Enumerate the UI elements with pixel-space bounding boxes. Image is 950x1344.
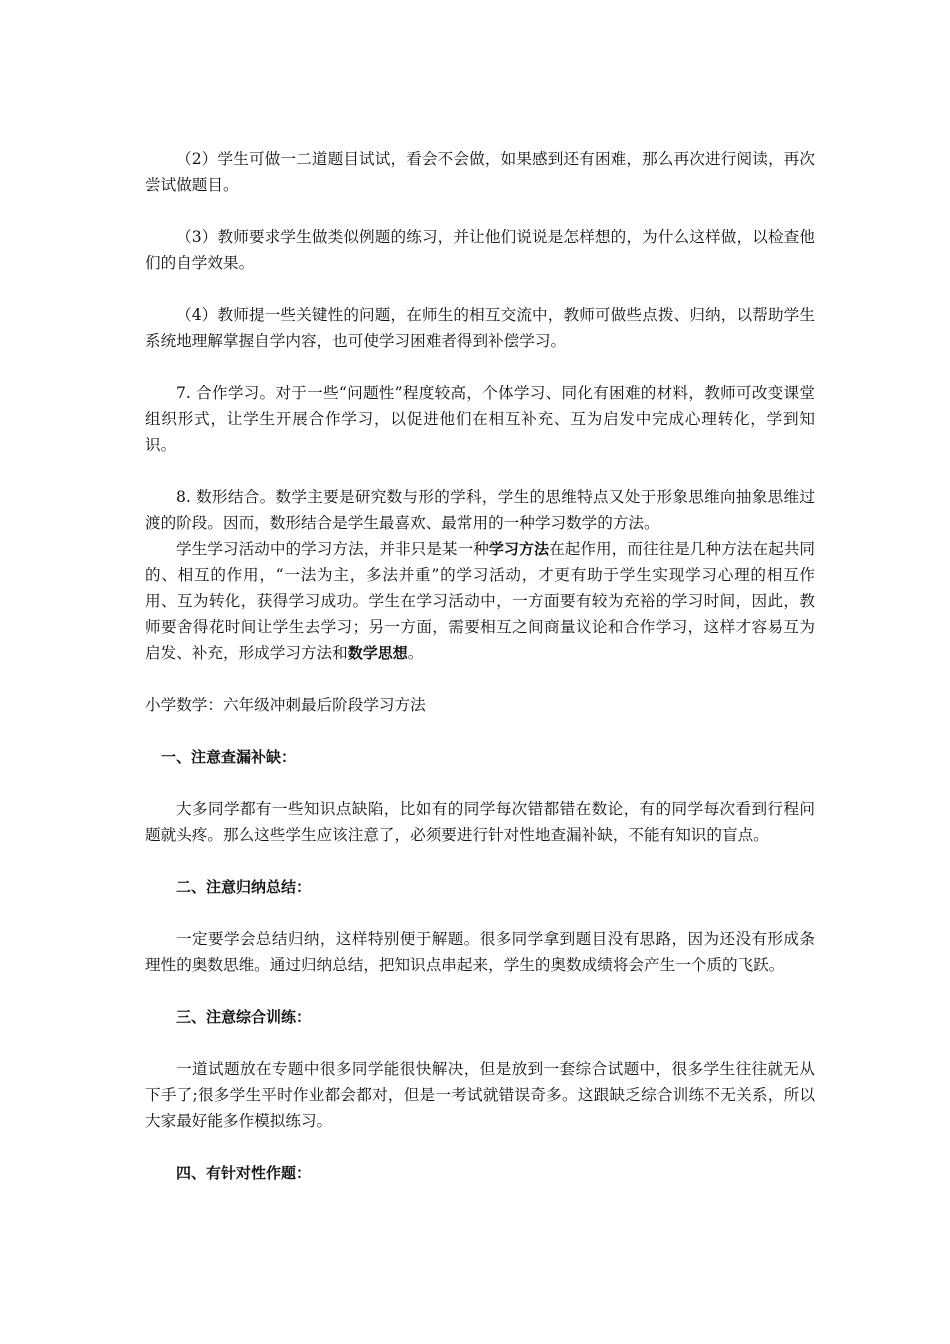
paragraph-summary <box>145 536 815 666</box>
paragraph-summarize: 一定要学会总结归纳，这样特别便于解题。很多同学拿到题目没有思路，因为还没有形成条理性的奥数思维。通过归纳总结，把知识点串起来，学生的奥数成绩将会产生一个质的飞跃。 <box>145 930 815 974</box>
summary-text-a: 学生学习活动中的学习方法，并非只是某一种 <box>176 540 489 558</box>
paragraph-comprehensive-training: 一道试题放在专题中很多同学能很快解决，但是放到一套综合试题中，很多学生往往就无从下手了;很多学生平时作业都会都对，但是一考试就错误奇多。这跟缺乏综合训练不无关系，所以大家最好能多作模拟练习。 <box>145 1060 815 1130</box>
heading-check-gaps: 一、注意查漏补缺： <box>161 748 297 766</box>
summary-text-b: 在起作用，而往往是几种方法在起共同的、相互的作用，“一法为主，多法并重”的学习活动，才更有助于学生实现学习心理的相互作用、互为转化，获得学习成功。学生在学习活动中，一方面要有较为充裕的学习时间，因此，教师要舍得花时间让学生去学习；另一方面，需要相互之间商量议论和合作学习，这样才容易互为启发、补充，形成学习方法和 <box>145 540 815 662</box>
paragraph-step-4: （4）教师提一些关键性的问题，在师生的相互交流中，教师可做些点拨、归纳，以帮助学生系统地理解掌握自学内容，也可使学习困难者得到补偿学习。 <box>145 306 815 350</box>
heading-targeted-practice: 四、有针对性作题： <box>176 1164 312 1182</box>
paragraph-step-3: （3）教师要求学生做类似例题的练习，并让他们说说是怎样想的，为什么这样做，以检查他们的自学效果。 <box>145 228 815 272</box>
paragraph-number-shape: 8. 数形结合。数学主要是研究数与形的学科，学生的思维特点又处于形象思维向抽象思维过渡的阶段。因而，数形结合是学生最喜欢、最常用的一种学习数学的方法。 <box>145 488 815 532</box>
document-page <box>145 146 815 1186</box>
heading-comprehensive-training: 三、注意综合训练： <box>176 1008 312 1026</box>
paragraph-cooperative-learning: 7. 合作学习。对于一些“问题性”程度较高，个体学习、同化有困难的材料，教师可改变课堂组织形式，让学生开展合作学习，以促进他们在相互补充、互为启发中完成心理转化，学到知识。 <box>145 384 815 454</box>
paragraph-step-2: （2）学生可做一二道题目试试，看会不会做，如果感到还有困难，那么再次进行阅读，再次尝试做题目。 <box>145 150 815 194</box>
paragraph-check-gaps: 大多同学都有一些知识点缺陷，比如有的同学每次错都错在数论，有的同学每次看到行程问题就头疼。那么这些学生应该注意了，必须要进行针对性地查漏补缺，不能有知识的盲点。 <box>145 800 815 844</box>
summary-bold-math-thinking: 数学思想 <box>347 644 408 662</box>
heading-summarize: 二、注意归纳总结： <box>176 878 312 896</box>
summary-text-c: 。 <box>407 644 424 662</box>
summary-bold-learning-method: 学习方法 <box>488 540 550 558</box>
section-title: 小学数学：六年级冲刺最后阶段学习方法 <box>145 696 426 714</box>
